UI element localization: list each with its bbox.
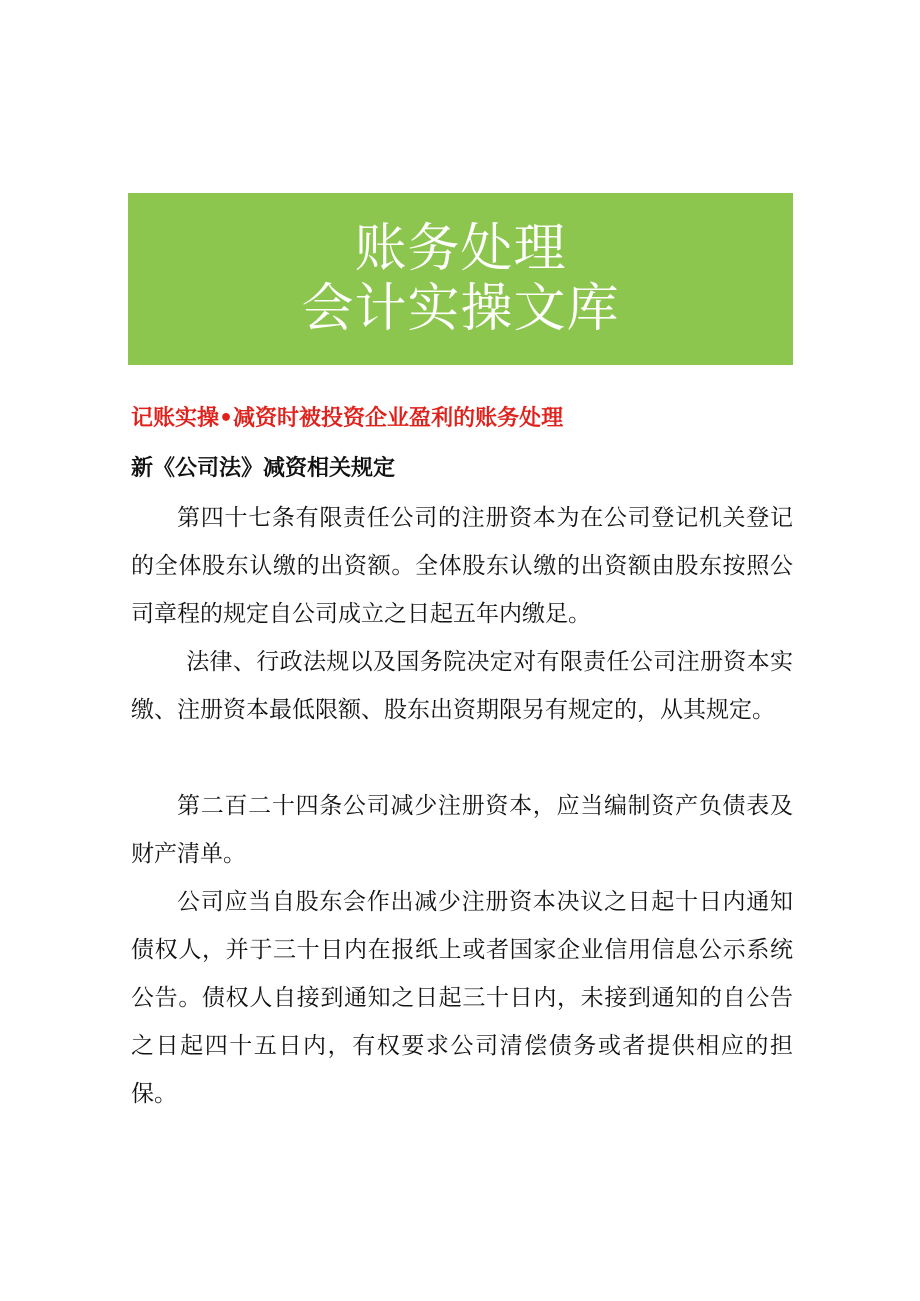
header-banner bbox=[128, 193, 793, 365]
paragraph-article-224: 第二百二十四条公司减少注册资本，应当编制资产负债表及财产清单。 bbox=[131, 793, 793, 867]
section-heading: 新《公司法》减资相关规定 bbox=[131, 456, 396, 481]
paragraph-exceptions: 法律、行政法规以及国务院决定对有限责任公司注册资本实缴、注册资本最低限额、股东出资期限另有规定的，从其规定。 bbox=[131, 649, 793, 723]
paragraph-article-47: 第四十七条有限责任公司的注册资本为在公司登记机关登记的全体股东认缴的出资额。全体股东认缴的出资额由股东按照公司章程的规定自公司成立之日起五年内缴足。 bbox=[131, 505, 793, 627]
document-title: 记账实操•减资时被投资企业盈利的账务处理 bbox=[131, 406, 564, 431]
banner-title-line-1: 账务处理 bbox=[354, 219, 567, 279]
paragraph-creditor-notice: 公司应当自股东会作出减少注册资本决议之日起十日内通知债权人，并于三十日内在报纸上或者国家企业信用信息公示系统公告。债权人自接到通知之日起三十日内，未接到通知的自公告之日起四十五日内，有权要求公司清偿债务或者提供相应的担保。 bbox=[131, 889, 793, 1107]
banner-title-line-2: 会计实操文库 bbox=[301, 279, 620, 339]
